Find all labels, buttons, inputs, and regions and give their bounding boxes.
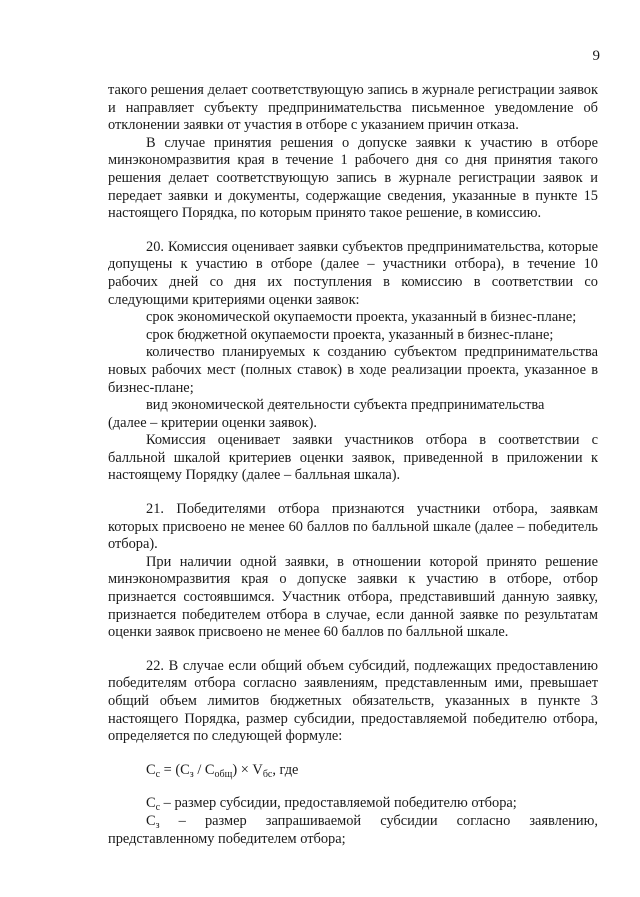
criterion-activity-type: вид экономической деятельности субъекта предпринимательства (146, 397, 545, 414)
spacer (108, 746, 598, 762)
page-number: 9 (592, 48, 600, 64)
paragraph-rejection-notice: такого решения делает соответствующую запись в журнале регистрации заявок и направляет субъекту предпринимательства письменное уведомление об отклонении заявки от участия в отборе с указанием причин отказа. (108, 82, 598, 134)
spacer (108, 223, 598, 239)
paragraph-scoring-scale: Комиссия оценивает заявки участников отбора в соответствии с балльной шкалой критериев оценки заявок, приведенной в приложении к настоящему Порядку (далее – балльная шкала). (108, 432, 598, 484)
paragraph-section-21: 21. Победителями отбора признаются участники отбора, заявкам которых присвоено не менее 60 баллов по балльной шкале (далее – победитель отбора). (108, 501, 598, 553)
spacer (108, 485, 598, 501)
definition-cs: $С_с$ – размер субсидии, предоставляемой победителю отбора; (146, 795, 517, 814)
criterion-new-jobs: количество планируемых к созданию субъектом предпринимательства новых рабочих мест (полных ставок) в ходе реализации проекта, указанное в бизнес-плане; (108, 344, 598, 396)
spacer (108, 779, 598, 795)
criterion-budget-payback: срок бюджетной окупаемости проекта, указанный в бизнес-плане; (146, 326, 554, 343)
paragraph-section-20: 20. Комиссия оценивает заявки субъектов предпринимательства, которые допущены к участию в отборе (далее – участники отбора), в течение 10 рабочих дней со дня их поступления в комиссию в соответствии со следующими критериями оценки заявок: (108, 238, 598, 308)
criterion-economic-payback: срок экономической окупаемости проекта, указанный в бизнес-плане; (146, 309, 577, 326)
definition-cz: $С_з$ – размер запрашиваемой субсидии согласно заявлению, представленному победителем отбора; (108, 812, 598, 847)
spacer (108, 642, 598, 658)
criteria-definition: (далее – критерии оценки заявок). (108, 414, 317, 431)
document-body (108, 82, 598, 848)
paragraph-section-22: 22. В случае если общий объем субсидий, подлежащих предоставлению победителям отбора согласно заявлениям, представленным ими, превышает общий объем лимитов бюджетных обязательств, указанных в пункте 3 настоящего Порядка, размер субсидии, предоставляемой победителю отбора, определяется по следующей формуле: (108, 657, 598, 745)
subsidy-formula: $С_с = (С_з / С_{общ}) \times V_{бс}$, где (146, 761, 299, 780)
paragraph-admission-decision: В случае принятия решения о допуске заявки к участию в отборе минэкономразвития края в течение 1 рабочего дня со дня принятия такого решения делает соответствующую запись в журнале регистрации заявок и передает заявки и документы, содержащие сведения, указанные в пункте 15 настоящего Порядка, по которым принято такое решение, в комиссию. (108, 134, 598, 222)
paragraph-single-application: При наличии одной заявки, в отношении которой принято решение минэкономразвития края о допуске заявки к участию в отборе, отбор признается состоявшимся. Участник отбора, представивший данную заявку, признается победителем отбора в случае, если данной заявке по результатам оценки заявок присвоено не менее 60 баллов по балльной шкале. (108, 553, 598, 641)
